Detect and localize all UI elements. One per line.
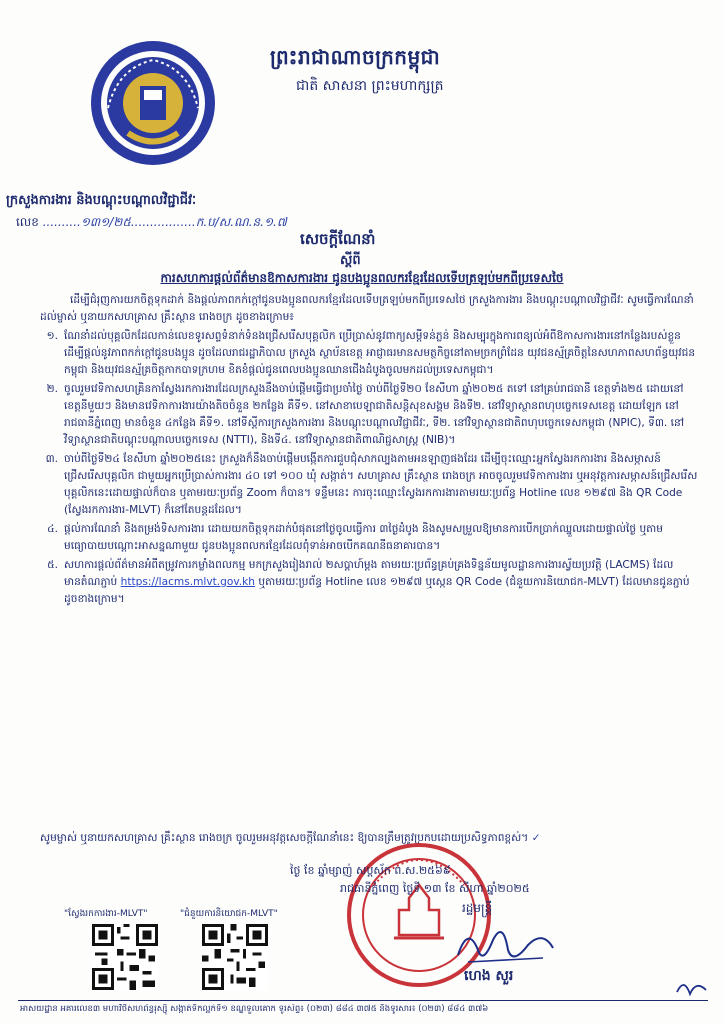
national-motto: ជាតិ សាសនា ព្រះមហាក្សត្រ: [296, 78, 444, 94]
item-text: ចាប់ពីថ្ងៃទី២៤ ខែសីហា ឆ្នាំ២០២៥នេះ ក្រសួងក៏នឹងចាប់ផ្តើមបង្កើតការជួបជុំសាកល្បងតាមអនឡាញផងដែរ ដើម្បីចុះឈ្មោះអ្នកស្វែងរកការងារ និងសម្ភាសន៍ជ្រើសរើសបុគ្គលិក ជាមួយអ្នកប្រើប្រាស់ការងារ ៤០ ទៅ ១០០ ឃុំ សង្កាត់។ សហគ្រាស គ្រឹះស្ថាន រោងចក្រ អាចចូលរួមវេទិកាការងារ ឬអនុវត្តការសម្ភាសន៍ជ្រើសរើសបុគ្គលិកនេះដោយផ្ទាល់ក៏បាន ឬតាមរយៈប្រព័ន្ធ Zoom ក៏បាន។ ទន្ទឹមនេះ ការចុះឈ្មោះស្វែងរកការងារតាមរយៈប្រព័ន្ធ Hotline លេខ ១២៩៧ និង QR Code (ស្វែងរកការងារ-MLVT) ក៏នៅតែបន្តដដែល។: [64, 453, 698, 516]
lacms-link[interactable]: https://lacms.mlvt.gov.kh: [120, 576, 256, 588]
qr-label-job-search: "ស្វែងរកការងារ-MLVT": [64, 909, 148, 919]
list-item: [40, 328, 700, 379]
item-number: ១.: [46, 330, 58, 342]
ministry-name: ក្រសួងការងារ និងបណ្តុះបណ្តាលវិជ្ជាជីវៈ: [6, 193, 197, 208]
item-text: [64, 557, 700, 608]
initials-mark: [672, 972, 712, 1002]
solar-date: រាជធានីភ្នំពេញ ថ្ងៃទី ១៣ ខែ សីហា ឆ្នាំ២០២៥: [340, 882, 530, 895]
qr-code-job-search[interactable]: [92, 924, 158, 990]
list-item: [40, 381, 700, 449]
list-item: [40, 451, 700, 519]
item-number: ៥.: [47, 559, 58, 571]
ministry-logo: [88, 38, 218, 168]
notice-title: សេចក្តីណែនាំ: [300, 230, 376, 248]
item-number: ៤.: [47, 523, 58, 535]
item-text: ចូលរួមវេទិកាសហគ្រិនកាស្វែងរកការងារដែលក្រសួងនឹងចាប់ផ្តើមធ្វើជាប្រចាំថ្ងៃ ចាប់ពីថ្ងៃទី២០ ខែសីហា ឆ្នាំ២០២៥ តទៅ នៅគ្រប់រាជធានី ខេត្តទាំង២៥ ដោយនៅខេត្តនីមួយៗ និងមានវេទិកាការងារយ៉ាងតិចចំនួន ២កន្លែង គឺទី១. នៅសាខាបេឡាជាតិសន្តិសុខសង្គម និងទី២. នៅវិទ្យាស្ថានពហុបច្ចេកទេសខេត្ត ដោយឡែក នៅរាជធានីភ្នំពេញ មានចំនួន ៤កន្លែង គឺទី១. នៅទីស្តីការក្រសួងការងារ និងបណ្តុះបណ្តាលវិជ្ជាជីវៈ, ទី២. នៅវិទ្យាស្ថានជាតិពហុបច្ចេកទេសកម្ពុជា (NPIC), ទី៣. នៅវិទ្យាស្ថានជាតិបណ្តុះបណ្តាលបច្ចេកទេស (NTTI), និងទី៤. នៅវិទ្យាស្ថានជាតិពាណិជ្ជសាស្ត្រ (NIB)។: [64, 383, 685, 446]
item-text-after: ឬតាមរយៈប្រព័ន្ធ Hotline លេខ ១២៩៧ ឬស្កេន QR Code (ជំនួយការនិយោជក-MLVT) ដែលមានជូនភ្ជាប់ដូចខាងក្រោម។: [64, 576, 690, 605]
item-text: ផ្តល់ការណែនាំ និងតម្រង់ទិសការងារ ដោយយកចិត្តទុកដាក់បំផុតនៅថ្ងៃចូលធ្វើការ ៣ថ្ងៃដំបូង និងសូមសម្រួលឱ្យមានការបើកប្រាក់ឈ្នួលដោយផ្ទាល់ថ្ងៃ ឬតាមមធ្យោបាយបណ្តោះអាសន្នណាមួយ ជូនបងប្អូនពលករខ្មែរដែលពុំទាន់អាចបើកគណនីធនាគារបាន។: [64, 523, 663, 552]
item-text: ណែនាំដល់បុគ្គលិកដែលកាន់លេខទូរសព្ទទំនាក់ទំនងជ្រើសរើសបុគ្គលិក ប្រើប្រាស់នូវពាក្យសម្តីទន់ភ្លន់ និងសម្បុរក្នុងការពន្យល់អំពីឱកាសការងារនៅកន្លែងរបស់ខ្លួន ដើម្បីផ្តល់នូវភាពកក់ក្តៅជូនបងប្អូន ដូចដែលរាជរដ្ឋាភិបាល ក្រសួង ស្ថាប័នខេត្ត អាជ្ញាធរមានសមត្ថកិច្ចនៅតាមច្រកព្រំដែន យុវជនស្ម័គ្រចិត្តនៃសហភាពសហព័ន្ធយុវជនកម្ពុជា និងយុវជនស្ម័គ្រចិត្តកាកបាទក្រហម ខិតខំផ្តល់ជូនពេលបងប្អូនឈានជើងដំបូងចូលមកដល់ប្រទេសកម្ពុជា។: [64, 330, 696, 376]
footer-divider: [18, 1000, 708, 1001]
reference-number: [16, 214, 287, 232]
ref-label: លេខ: [16, 215, 39, 229]
intro-paragraph: ដើម្បីជំរុញការយកចិត្តទុកដាក់ និងផ្តល់ភាពកក់ក្តៅជូនបងប្អូនពលករខ្មែរដែលទើបត្រឡប់មកពីប្រទេសថៃ ក្រសួងការងារ និងបណ្តុះបណ្តាលវិជ្ជាជីវៈ សូមធ្វើការណែនាំដល់ម្ចាស់ ឬនាយកសហគ្រាស គ្រឹះស្ថាន រោងចក្រ ដូចខាងក្រោម៖: [40, 294, 694, 323]
handwritten-signature: [448, 920, 558, 970]
initial-mark: ✓: [531, 832, 541, 844]
qr-label-employer-assist: "ជំនួយការនិយោជក-MLVT": [180, 909, 278, 919]
notice-body: [40, 292, 700, 610]
list-item: [40, 521, 700, 555]
closing-text: សូមម្ចាស់ ឬនាយកសហគ្រាស គ្រឹះស្ថាន រោងចក្រ ចូលរួមអនុវត្តសេចក្តីណែនាំនេះ ឱ្យបានត្រឹមត្រូវប្រកបដោយប្រសិទ្ធភាពខ្ពស់។: [40, 832, 529, 844]
lunar-date: ថ្ងៃ ខែ ឆ្នាំម្សាញ់ សប្តស័ក ព.ស.២៥៦៩: [290, 864, 451, 877]
minister-title: រដ្ឋមន្ត្រី: [462, 901, 493, 915]
qr-code-employer-assist[interactable]: [202, 924, 268, 990]
minister-name: ហេង សួរ: [464, 968, 514, 984]
item-number: ៣.: [45, 453, 58, 465]
item-text-before: សហការផ្តល់ព័ត៌មានអំពីតម្រូវការកម្លាំងពលកម្ម មកក្រសួងរៀងរាល់ ២សប្តាហ៍ម្តង តាមរយៈប្រព័ន្ធគ្រប់គ្រងទិន្នន័យមូលដ្ឋានការងារស្វ័យប្រវត្តិ (LACMS) ដែលមានតំណភ្ជាប់: [64, 559, 674, 588]
footer-address: អាសយដ្ឋាន អគារលេខ៣ មហាវិថីសហព័ន្ធរុស្ស៊ី សង្កាត់ទឹកល្អក់ទី១ ខណ្ឌទួលគោក ទូរស័ព្ទ៖ (០២៣) ៨៨៤ ៣៧៥ និងទូរសារ៖ (០២៣) ៨៨៤ ៣៧៦: [20, 1004, 489, 1014]
kingdom-title: ព្រះរាជាណាចក្រកម្ពុជា: [270, 45, 441, 69]
list-item: [40, 557, 700, 608]
notice-on: ស្តីពី: [340, 253, 361, 268]
notice-subject: ការសហការផ្តល់ព័ត៌មានឱកាសការងារ ជូនបងប្អូនពលករខ្មែរដែលទើបត្រឡប់មកពីប្រទេសថៃ: [160, 271, 564, 285]
ref-value: ..........១៣១/២៥.................ក.ប/ស.ណ.ន.១.៧: [42, 215, 287, 229]
item-number: ២.: [46, 383, 58, 395]
